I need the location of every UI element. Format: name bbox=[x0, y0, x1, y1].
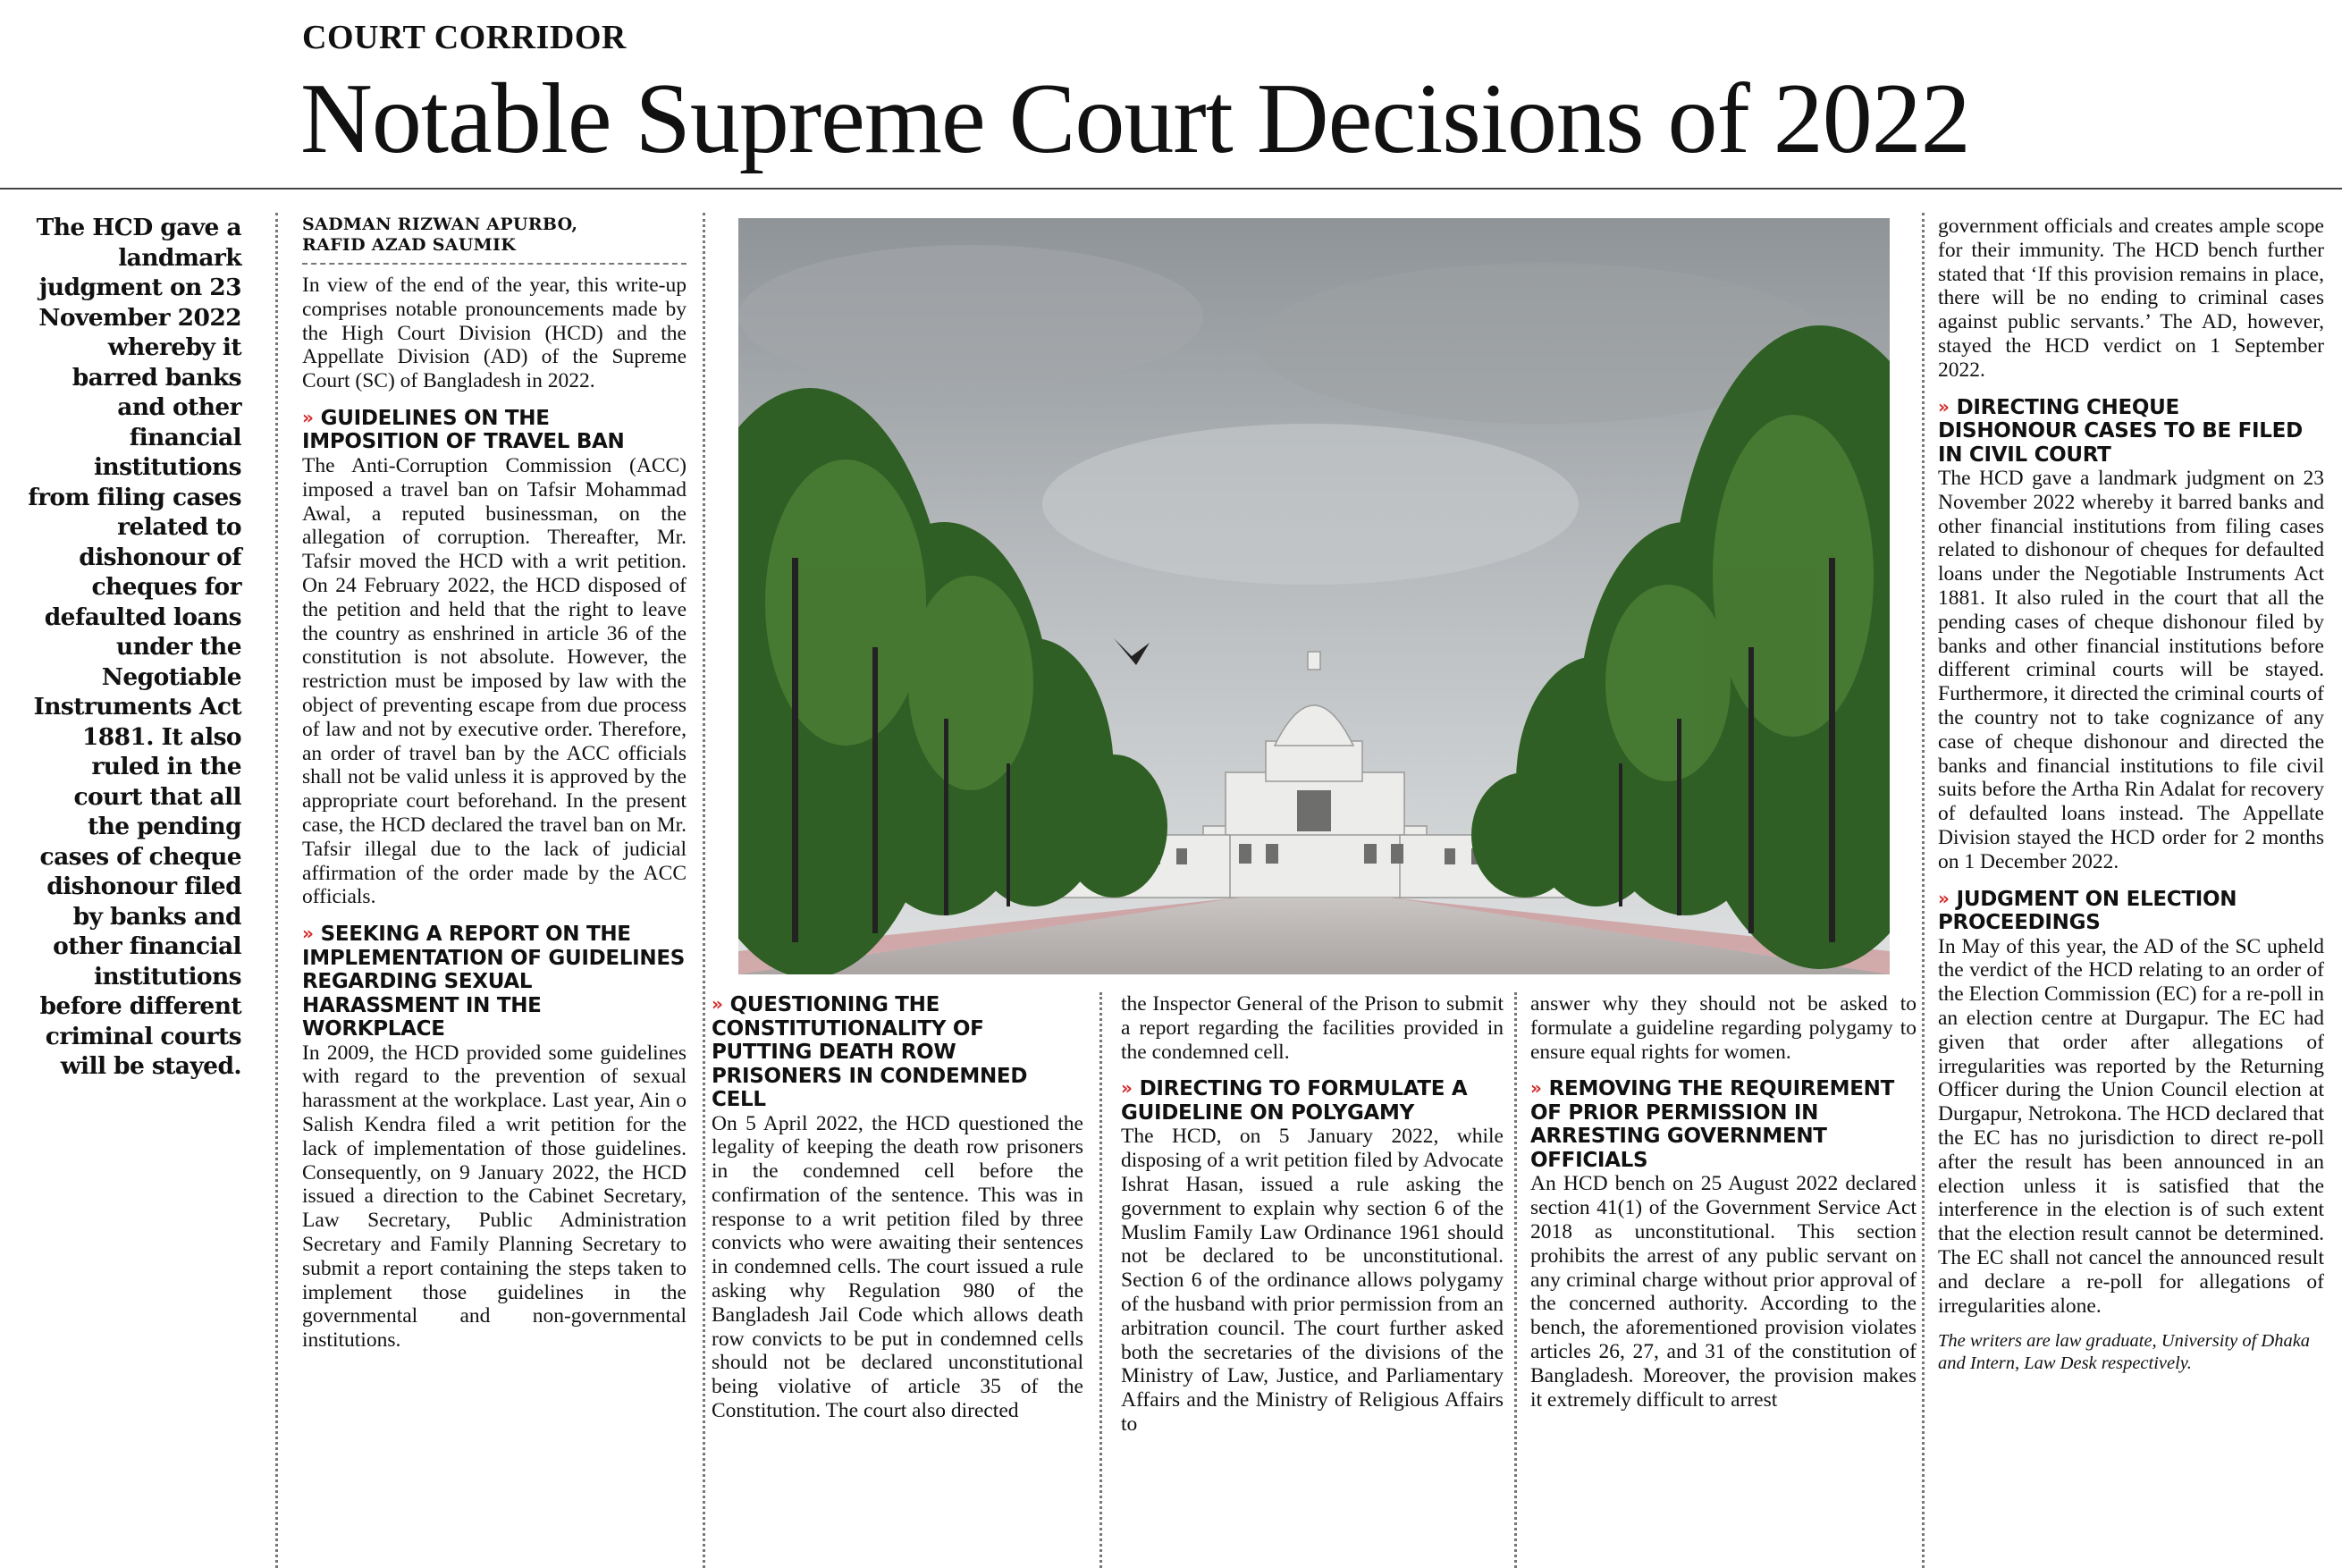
article-column-3 bbox=[1121, 992, 1504, 1437]
section-heading: » GUIDELINES ON THE IMPOSITION OF TRAVEL BAN bbox=[302, 406, 625, 454]
pull-quote: The HCD gave a landmark judgment on 23 November 2022 whereby it barred banks and other financial institutions from filing cases related to dishonour of cheques for defaulted loans under the Negotiable Instruments Act 1881. It also ruled in the court that all the pending cases of cheque dishonour filed by banks and other financial institutions before different criminal courts will be stayed. bbox=[28, 214, 241, 1080]
section-heading: » DIRECTING CHEQUE DISHONOUR CASES TO BE FILED IN CIVIL COURT bbox=[1938, 395, 2303, 467]
section-body: On 5 April 2022, the HCD questioned the legality of keeping the death row prisoners in the condemned cell before the confirmation of the sentence. This was in response to a writ petition filed by three convicts who were awaiting their sentences in condemned cells. The court issued a rule asking why Regulation 980 of the Bangladesh Jail Code which allows death row convicts to be put in condemned cells should not be declared unconstitutional being violative of article 35 of the Constitution. The court also directed bbox=[712, 1111, 1083, 1423]
section-heading: » SEEKING A REPORT ON THE IMPLEMENTATION OF GUIDELINES REGARDING SEXUAL HARASSMENT IN THE WORKPLACE bbox=[302, 923, 686, 1041]
column-divider bbox=[275, 213, 278, 1568]
byline bbox=[302, 215, 687, 256]
section-body-continued: government officials and creates ample scope for their immunity. The HCD bench further stated that ‘If this provision remains in place, there will be no ending to criminal cases against public servants.’ The AD, however, stayed the HCD verdict on 1 September 2022. bbox=[1938, 215, 2324, 382]
header-divider bbox=[0, 188, 2342, 190]
column-divider bbox=[1099, 992, 1102, 1568]
author-credit: The writers are law graduate, University of Dhaka and Intern, Law Desk respectively. bbox=[1938, 1331, 2311, 1374]
double-chevron-icon: » bbox=[302, 923, 314, 945]
article-column-1 bbox=[302, 215, 687, 1353]
double-chevron-icon: » bbox=[1121, 1077, 1133, 1100]
section-heading: » QUESTIONING THE CONSTITUTIONALITY OF PUTTING DEATH ROW PRISONERS IN CONDEMNED CELL bbox=[712, 993, 1028, 1111]
section-body: The HCD gave a landmark judgment on 23 November 2022 whereby it barred banks and other financial institutions from filing cases related to dishonour of cheques for defaulted loans under the Negotiable Instruments Act 1881. It also ruled in the court that all the pending cases of cheque dishonour filed by banks and other financial institutions before different criminal courts will be stayed. Furthermore, it directed the criminal courts of the country not to take cognizance of any case of cheque dishonour and directed the banks and financial institutions to file civil suits before the Artha Rin Adalat for recovery of defaulted loans instead. The Appellate Division stayed the HCD order for 2 months on 1 December 2022. bbox=[1938, 467, 2324, 873]
section-kicker: COURT CORRIDOR bbox=[302, 19, 627, 56]
author-name: RAFID AZAD SAUMIK bbox=[302, 235, 517, 255]
double-chevron-icon: » bbox=[302, 406, 314, 428]
column-divider bbox=[1922, 213, 1925, 1568]
section-body: An HCD bench on 25 August 2022 declared section 41(1) of the Government Service Act 2018 as unconstitutional. This section prohibits the arrest of any public servant on any criminal charge without prior approval of the concerned authority. According to the bench, the aforementioned provision violates articles 26, 27, and 31 of the constitution of Bangladesh. Moreover, the provision makes it extremely difficult to arrest bbox=[1530, 1172, 1917, 1412]
section-heading: » REMOVING THE REQUIREMENT OF PRIOR PERMISSION IN ARRESTING GOVERNMENT OFFICIALS bbox=[1530, 1077, 1894, 1172]
supreme-court-photo bbox=[738, 218, 1890, 974]
section-body: In May of this year, the AD of the SC upheld the verdict of the HCD relating to an order of the Election Commission (EC) for a re-poll in an election centre at Durgapur. The EC had given that order after allegations of irregularities was reported by the Returning Officer during the Union Council election at Durgapur, Netrokona. The HCD declared that the EC has no jurisdiction to direct re-poll after the result has been announced in an election unless it is satisfied that the interference in the election is of such extent that the election result cannot be determined. The EC shall not cancel the announced result and declare a re-poll for allegations of irregularities alone. bbox=[1938, 934, 2324, 1318]
article-column-5 bbox=[1938, 215, 2324, 1375]
double-chevron-icon: » bbox=[712, 993, 723, 1015]
page-title: Notable Supreme Court Decisions of 2022 bbox=[300, 63, 1970, 174]
section-heading: » DIRECTING TO FORMULATE A GUIDELINE ON POLYGAMY bbox=[1121, 1077, 1468, 1125]
article-column-4 bbox=[1530, 992, 1917, 1412]
double-chevron-icon: » bbox=[1938, 395, 1950, 417]
column-divider bbox=[703, 213, 705, 1568]
section-body: The Anti-Corruption Commission (ACC) imposed a travel ban on Tafsir Mohammad Awal, a reputed businessman, on the allegation of corruption. Thereafter, Mr. Tafsir moved the HCD with a writ petition. On 24 February 2022, the HCD disposed of the petition and held that the right to leave the country as enshrined in article 36 of the constitution is not absolute. However, the restriction must be imposed by law with the object of preventing escape from due process of law and not by executive order. Therefore, an order of travel ban by the ACC officials shall not be valid unless it is approved by the appropriate court beforehand. In the present case, the HCD declared the travel ban on Mr. Tafsir illegal due to the lack of judicial affirmation of the order made by the ACC officials. bbox=[302, 453, 687, 909]
column-divider bbox=[1514, 992, 1517, 1568]
section-body: In 2009, the HCD provided some guidelines with regard to the prevention of sexual harassment at the workplace. Last year, Ain o Salish Kendra filed a writ petition for the lack of implementation of those guidelines. Consequently, on 9 January 2022, the HCD issued a direction to the Cabinet Secretary, Law Secretary, Public Administration Secretary and Family Planning Secretary to submit a report containing the steps taken to implement those guidelines in the governmental and non-governmental institutions. bbox=[302, 1041, 687, 1353]
section-body: The HCD, on 5 January 2022, while disposing of a writ petition filed by Advocate Ishrat Hasan, issued a rule asking the government to explain why section 6 of the Muslim Family Law Ordinance 1961 should not be declared to be unconstitutional. Section 6 of the ordinance allows polygamy of the husband with prior permission from an arbitration council. The court further asked both the secretaries of the divisions of the Ministry of Law, Justice, and Parliamentary Affairs and the Ministry of Religious Affairs to bbox=[1121, 1125, 1504, 1436]
byline-divider bbox=[302, 263, 687, 265]
article-column-2 bbox=[712, 992, 1083, 1423]
section-body-continued: answer why they should not be asked to formulate a guideline regarding polygamy to ensure equal rights for women. bbox=[1530, 992, 1917, 1064]
author-name: SADMAN RIZWAN APURBO, bbox=[302, 215, 578, 234]
double-chevron-icon: » bbox=[1530, 1077, 1542, 1100]
section-body-continued: the Inspector General of the Prison to submit a report regarding the facilities provided in the condemned cell. bbox=[1121, 992, 1504, 1064]
section-heading: » JUDGMENT ON ELECTION PROCEEDINGS bbox=[1938, 887, 2237, 935]
double-chevron-icon: » bbox=[1938, 887, 1950, 909]
intro-paragraph: In view of the end of the year, this write-up comprises notable pronouncements made by the High Court Division (HCD) and the Appellate Division (AD) of the Supreme Court (SC) of Bangladesh in 2022. bbox=[302, 274, 687, 393]
